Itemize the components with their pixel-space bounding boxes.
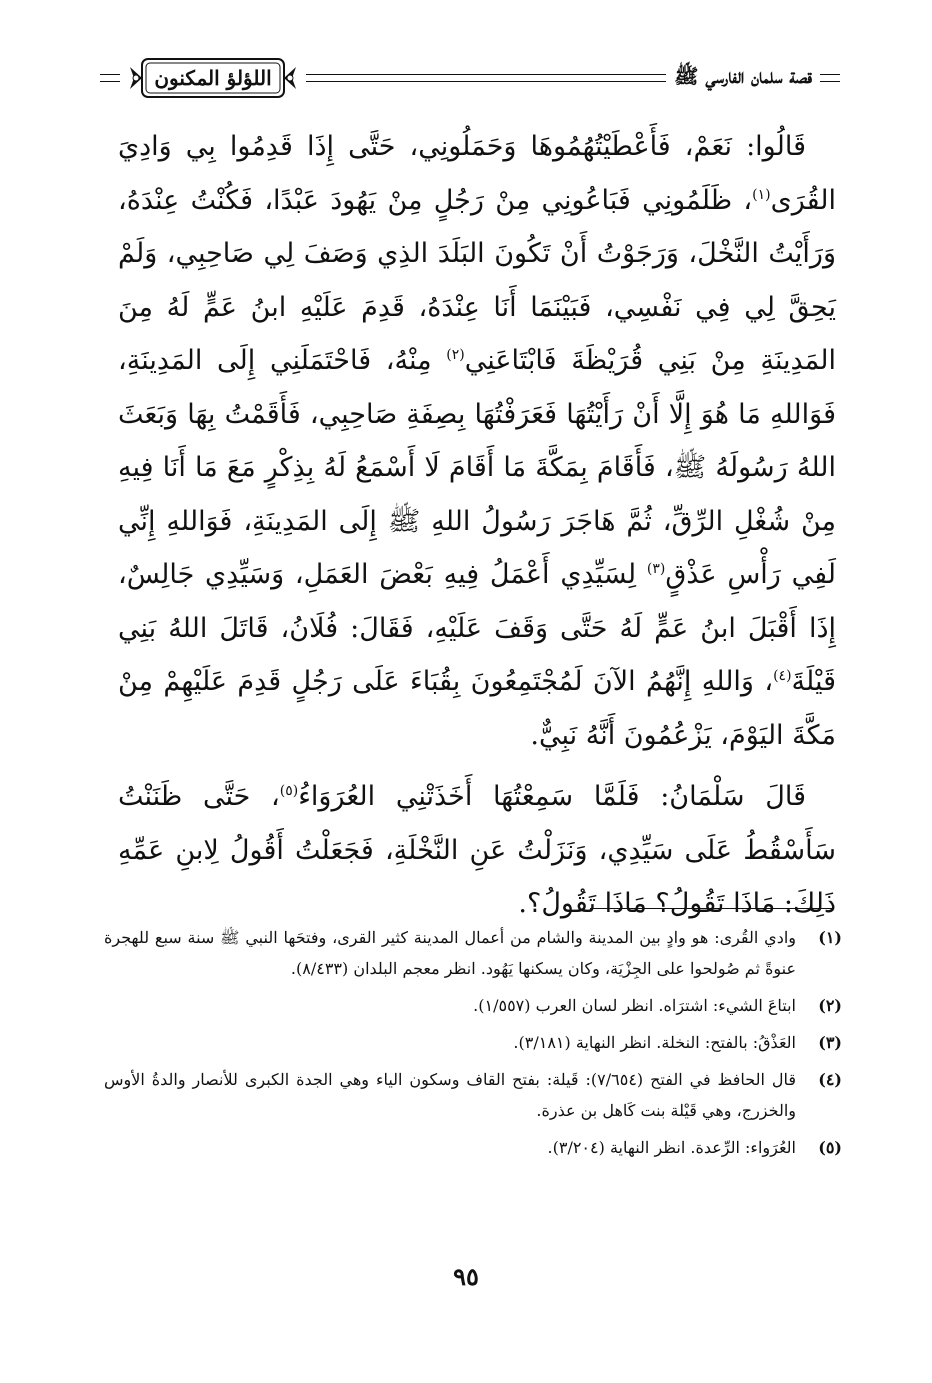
chapter-title: قصة سلمان الفارسي ﷺ: [674, 63, 812, 88]
footnote-number: (٣): [818, 1033, 842, 1052]
footnote-text: العَذْقُ: بالفتح: النخلة. انظر النهاية (٣/١٨١).: [513, 1033, 796, 1052]
footnote-ref: (٥): [279, 783, 299, 799]
footnote: [104, 1132, 842, 1163]
text-run: قَالُوا: نَعَمْ، فَأَعْطَيْتُهُمُوهَا وَحَمَلُونِي، حَتَّى إِذَا قَدِمُوا بِي وَادِيَ القُرَى: [118, 131, 836, 216]
footnotes: [104, 922, 842, 1169]
header-rule-left: [100, 74, 120, 82]
footnote-number: (٢): [818, 996, 842, 1015]
footnote-number: (٤): [818, 1070, 842, 1089]
footnote-number: (٥): [818, 1138, 842, 1157]
running-header: [100, 50, 840, 106]
header-rule-middle: [306, 74, 666, 82]
footnote-ref: (١): [752, 186, 771, 203]
text-run: قَالَ سَلْمَانُ: فَلَمَّا سَمِعْتُهَا أَخَذَتْنِي العُرَوَاءُ: [298, 781, 806, 812]
footnote-text: ابتاعَ الشيء: اشترَاه. انظر لسان العرب (١/٥٥٧).: [473, 996, 796, 1015]
text-run: ، وَاللهِ إِنَّهُمُ الآنَ لَمُجْتَمِعُونَ بِقُبَاءَ عَلَى رَجُلٍ قَدِمَ عَلَيْهِمْ مِنْ مَكَّةَ اليَوْمَ، يَزْعُمُونَ أَنَّهُ نَبِيٌّ.: [118, 666, 836, 751]
paragraph: [118, 120, 836, 762]
footnote-text: قال الحافظ في الفتح (٧/٦٥٤): قَيلة: بفتح القاف وسكون الياء وهي الجدة الكبرى للأنصار والدةُ الأوس والخزرج، وهي قَيْلة بنت كَاهل بن عذرة.: [104, 1070, 797, 1120]
main-text: [118, 120, 836, 931]
footnote-text: وادي القُرى: هو وادٍ بين المدينة والشام من أعمال المدينة كثير القرى، وفتحَها النبي ﷺ سنة سبع للهجرة عنوةً ثم صُولحوا على الجِزْيَة، وكان يسكنها يَهُود. انظر معجم البلدان (٨/٤٣٣).: [104, 928, 796, 978]
book-title: اللؤلؤ المكنون: [154, 66, 272, 90]
footnote-ref: (٢): [446, 347, 465, 363]
text-run: مِنْهُ، فَاحْتَمَلَنِي إِلَى المَدِينَةِ، فَوَاللهِ مَا هُوَ إِلَّا أَنْ رَأَيْتُهَا فَعَرَفْتُهَا بِصِفَةِ صَاحِبِي، فَأَقَمْتُ بِهَا وَبَعَثَ اللهُ رَسُولَهُ ﷺ، فَأَقَامَ بِمَكَّةَ مَا أَقَامَ لَا أَسْمَعُ لَهُ بِذِكْرٍ مَعَ مَا أَنَا فِيهِ مِنْ شُغْلِ الرِّقِّ، ثُمَّ هَاجَرَ رَسُولُ اللهِ ﷺ إِلَى المَدِينَةِ، فَوَاللهِ إِنِّي لَفِي رَأْسِ عَذْقٍ: [118, 345, 836, 590]
page-number: ٩٥: [453, 1262, 479, 1291]
text-run: ، حَتَّى ظَنَنْتُ سَأَسْقُطُ عَلَى سَيِّدِي، وَنَزَلْتُ عَنِ النَّخْلَةِ، فَجَعَلْتُ أَقُولُ لِابنِ عَمِّهِ ذَلِكَ: مَاذَا تَقُولُ؟ مَاذَا تَقُولُ؟.: [118, 781, 836, 919]
footnote-ref: (٤): [773, 668, 792, 684]
footnote-separator: [590, 908, 832, 909]
footnote: [104, 922, 842, 984]
text-run: ، ظَلَمُونِي فَبَاعُونِي مِنْ رَجُلٍ مِنْ يَهُودَ عَبْدًا، فَكُنْتُ عِنْدَهُ، وَرَأَيْتُ النَّخْلَ، وَرَجَوْتُ أَنْ تَكُونَ البَلَدَ الذِي وَصَفَ لِي صَاحِبِي، وَلَمْ يَحِقَّ لِي فِي نَفْسِي، فَبَيْنَمَا أَنَا عِنْدَهُ، قَدِمَ عَلَيْهِ ابنُ عَمٍّ لَهُ مِنَ المَدِينَةِ مِنْ بَنِي قُرَيْظَةَ فَابْتَاعَنِي: [118, 184, 836, 376]
footnote: [104, 990, 842, 1021]
footnote-ref: (٣): [646, 561, 666, 577]
footnote: [104, 1027, 842, 1058]
footnote-number: (١): [818, 928, 842, 947]
paragraph: [118, 770, 836, 931]
text-run: لِسَيِّدِي أَعْمَلُ فِيهِ بَعْضَ العَمَلِ، وَسَيِّدِي جَالِسٌ، إِذَا أَقْبَلَ ابنُ عَمٍّ لَهُ حَتَّى وَقَفَ عَلَيْهِ، فَقَالَ: فُلَانُ، قَاتَلَ اللهُ بَنِي قَيْلَةَ: [118, 559, 836, 697]
header-rule-right: [820, 74, 840, 82]
footnote: [104, 1064, 842, 1126]
book-title-emblem: [128, 53, 298, 103]
footnote-text: العُرَواء: الرِّعدة. انظر النهاية (٣/٢٠٤).: [547, 1138, 796, 1157]
